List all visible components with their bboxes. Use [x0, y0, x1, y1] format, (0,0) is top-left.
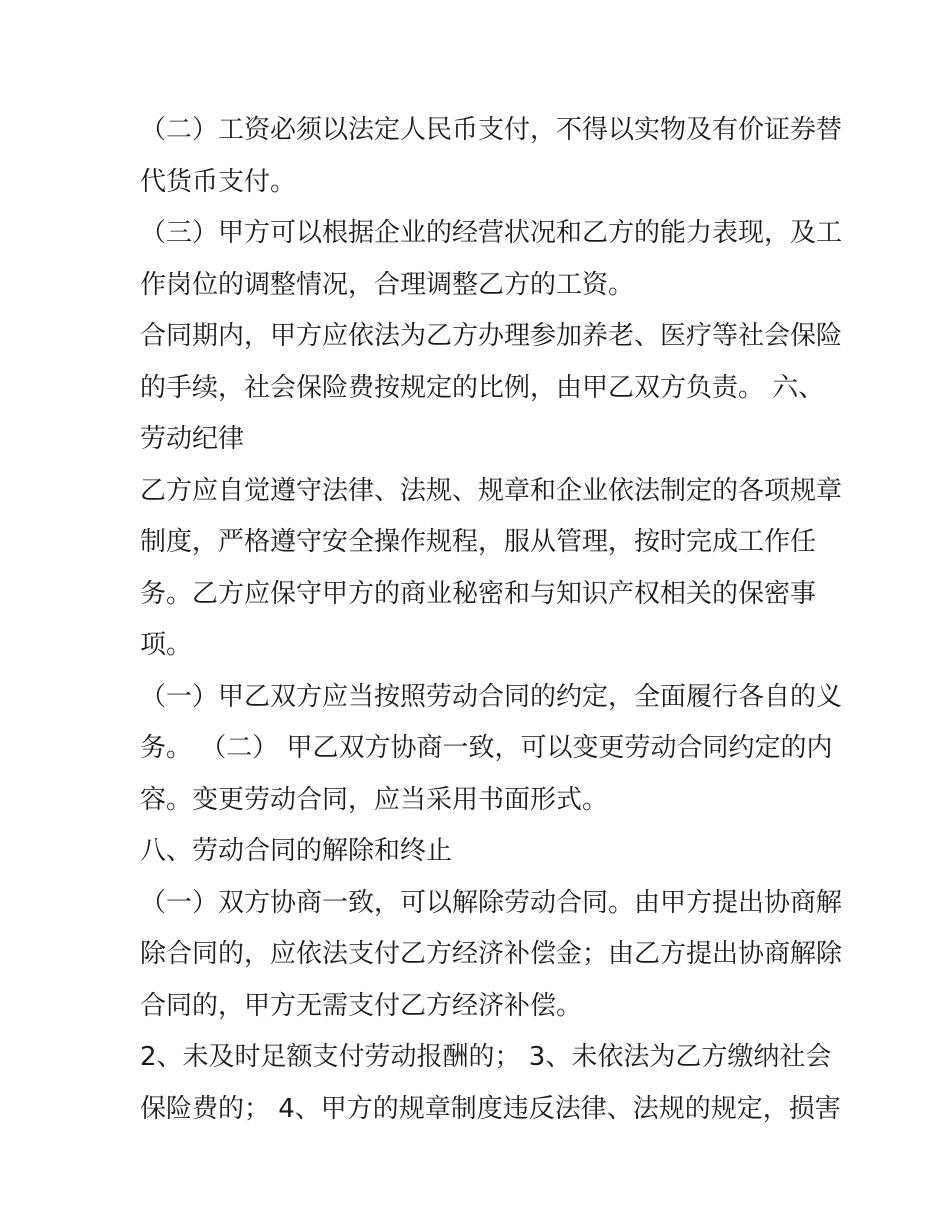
text-line-3: （三）甲方可以根据企业的经营状况和乙方的能力表现，及工: [140, 218, 843, 248]
text-line-14: 容。变更劳动合同，应当采用书面形式。: [140, 784, 609, 815]
text-line-17: 除合同的，应依法支付乙方经济补偿金；由乙方提出协商解除: [140, 939, 843, 969]
document-body: [140, 105, 843, 1135]
text-line-8: 乙方应自觉遵守法律、法规、规章和企业依法制定的各项规章: [140, 475, 843, 506]
text-line-2: 代货币支付。: [140, 166, 297, 197]
text-line-15: 八、劳动合同的解除和终止: [140, 836, 453, 866]
text-line-4: 作岗位的调整情况，合理调整乙方的工资。: [140, 269, 635, 300]
text-line-10: 务。乙方应保守甲方的商业秘密和与知识产权相关的保密事: [140, 578, 817, 609]
text-line-16: （一）双方协商一致，可以解除劳动合同。由甲方提出协商解: [140, 887, 843, 918]
text-line-5: 合同期内，甲方应依法为乙方办理参加养老、医疗等社会保险: [140, 321, 843, 351]
text-line-12: （一）甲乙双方应当按照劳动合同的约定，全面履行各自的义: [140, 681, 843, 712]
text-line-1: （二）工资必须以法定人民币支付，不得以实物及有价证券替: [140, 115, 843, 145]
text-line-11: 项。: [140, 630, 193, 660]
text-line-18: 合同的，甲方无需支付乙方经济补偿。: [140, 990, 583, 1021]
text-line-19: 2、未及时足额支付劳动报酬的； 3、未依法为乙方缴纳社会: [140, 1042, 832, 1072]
text-line-20: 保险费的； 4、甲方的规章制度违反法律、法规的规定，损害: [140, 1093, 841, 1124]
text-line-7: 劳动纪律: [140, 424, 245, 454]
text-line-13: 务。 （二） 甲乙双方协商一致，可以变更劳动合同约定的内: [140, 733, 833, 763]
text-line-9: 制度，严格遵守安全操作规程，服从管理，按时完成工作任: [140, 527, 817, 557]
text-line-6: 的手续，社会保险费按规定的比例，由甲乙双方负责。 六、: [140, 372, 825, 403]
